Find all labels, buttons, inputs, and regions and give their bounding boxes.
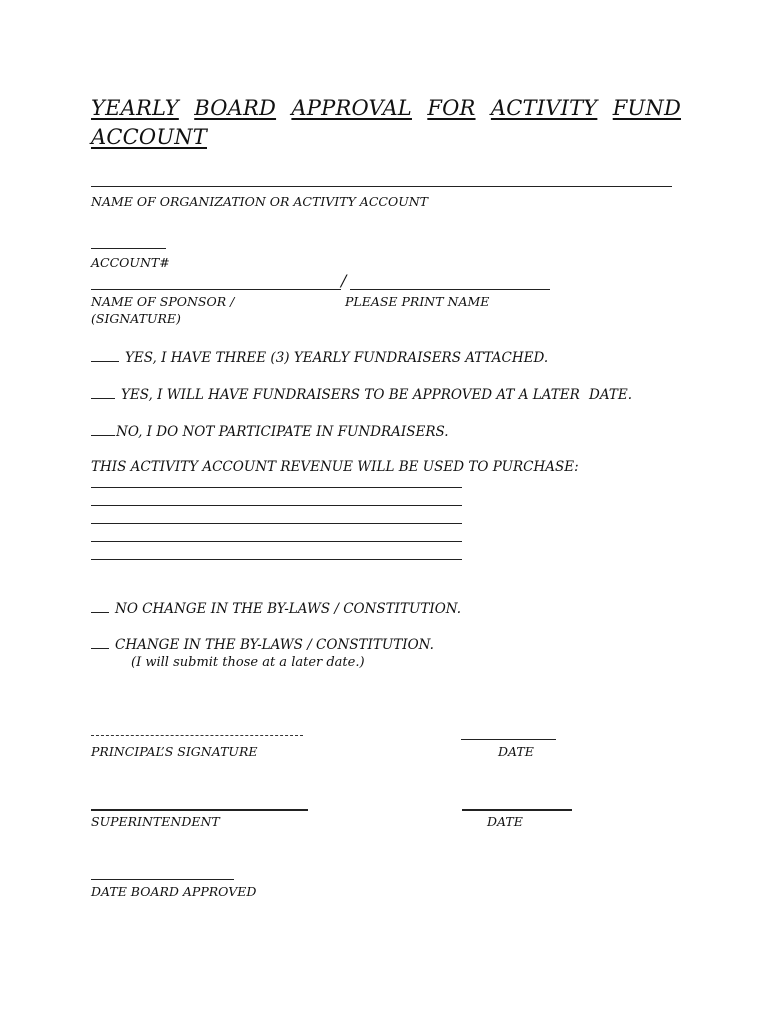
checkbox-blank[interactable] <box>91 398 115 399</box>
title-line-1 <box>91 94 681 123</box>
title-word: FUND <box>612 96 681 120</box>
option-label: CHANGE IN THE BY-LAWS / CONSTITUTION. <box>115 637 434 653</box>
organization-label: NAME OF ORGANIZATION OR ACTIVITY ACCOUNT <box>91 194 429 209</box>
option-fundraisers-later[interactable] <box>91 386 580 404</box>
option-label: NO CHANGE IN THE BY-LAWS / CONSTITUTION. <box>115 601 462 617</box>
superintendent-signature-field[interactable] <box>91 809 308 811</box>
principal-date-label: DATE <box>498 744 534 759</box>
superintendent-date-label: DATE <box>487 814 523 829</box>
purchase-line[interactable] <box>91 541 462 542</box>
sponsor-signature-label: (SIGNATURE) <box>91 311 181 326</box>
option-fundraisers-attached[interactable] <box>91 349 548 367</box>
principal-date-field[interactable] <box>461 739 556 740</box>
option-label: YES, I WILL HAVE FUNDRAISERS TO BE APPROVED AT A LATER <box>121 387 580 403</box>
principal-signature-field[interactable] <box>91 735 303 736</box>
board-approved-label: DATE BOARD APPROVED <box>91 884 257 899</box>
option-no-fundraisers[interactable] <box>91 423 449 441</box>
print-name-field[interactable] <box>350 289 550 290</box>
purchase-line[interactable] <box>91 523 462 524</box>
title-word: FOR <box>427 96 476 120</box>
board-approved-date-field[interactable] <box>91 879 234 880</box>
option-bylaw-change[interactable] <box>91 636 434 654</box>
title-word: ACTIVITY <box>490 96 598 120</box>
title-line-2: ACCOUNT <box>91 125 207 149</box>
slash-separator: / <box>341 271 347 290</box>
purchase-label: THIS ACTIVITY ACCOUNT REVENUE WILL BE USED TO PURCHASE: <box>91 459 579 475</box>
form-title <box>91 94 681 152</box>
purchase-line[interactable] <box>91 487 462 488</box>
option-no-bylaw-change[interactable] <box>91 600 461 618</box>
print-name-label: PLEASE PRINT NAME <box>345 294 490 309</box>
title-word: APPROVAL <box>291 96 412 120</box>
checkbox-blank[interactable] <box>91 361 119 362</box>
account-number-field[interactable] <box>91 248 166 249</box>
checkbox-blank[interactable] <box>91 612 109 613</box>
principal-signature-label: PRINCIPAL’S SIGNATURE <box>91 744 258 759</box>
purchase-line[interactable] <box>91 505 462 506</box>
checkbox-blank[interactable] <box>91 648 109 649</box>
account-number-label: ACCOUNT# <box>91 255 170 270</box>
title-word: YEARLY <box>91 96 179 120</box>
purchase-line[interactable] <box>91 559 462 560</box>
bylaw-change-note: (I will submit those at a later date.) <box>131 655 365 670</box>
sponsor-label: NAME OF SPONSOR / <box>91 294 235 309</box>
sponsor-signature-field[interactable] <box>91 289 341 290</box>
title-word: BOARD <box>194 96 277 120</box>
option-label: YES, I HAVE THREE (3) YEARLY FUNDRAISERS ATTACHED. <box>125 350 549 366</box>
superintendent-label: SUPERINTENDENT <box>91 814 220 829</box>
checkbox-blank[interactable] <box>91 435 115 436</box>
organization-name-field[interactable] <box>91 186 672 187</box>
option-label: NO, I DO NOT PARTICIPATE IN FUNDRAISERS. <box>116 424 449 440</box>
option-later-date-suffix: DATE. <box>589 387 632 403</box>
superintendent-date-field[interactable] <box>462 809 572 811</box>
